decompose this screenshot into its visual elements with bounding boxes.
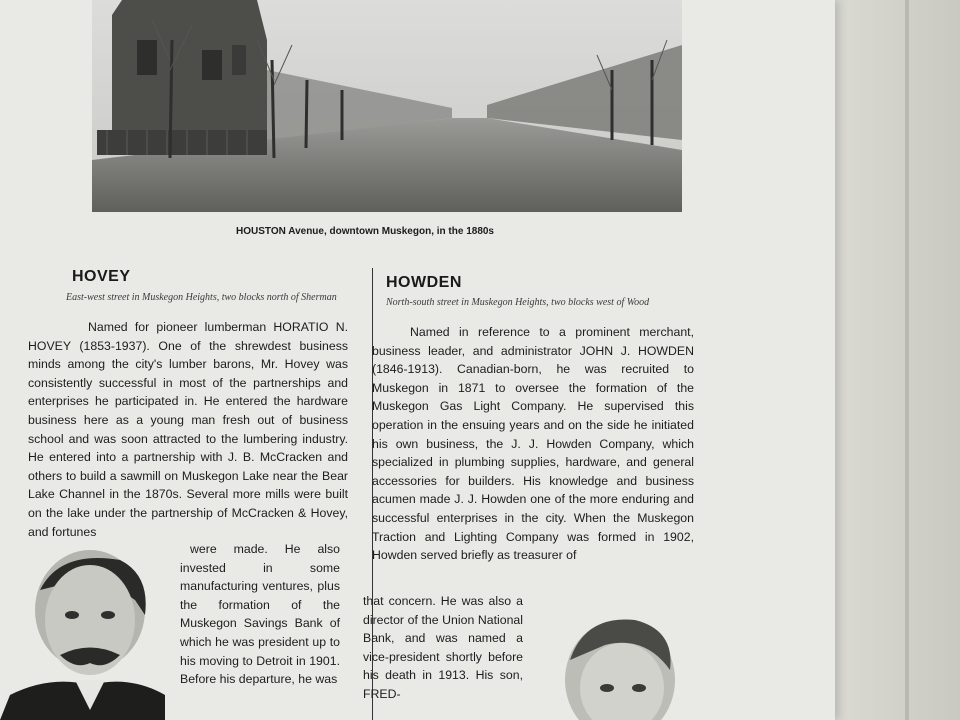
hovey-body-text-continued: were made. He also invested in some manufacturing ventures, plus the formation of the Muskegon Savings Bank of which he was president up to his moving to Detroit in 1901. Before his departure, he was (180, 542, 340, 687)
howden-body-text-continued: that concern. He was also a director of the Union National Bank, and was named a vice-president shortly before his death in 1913. His son, FRED- (363, 594, 523, 701)
hovey-subtitle: East-west street in Muskegon Heights, two blocks north of Sherman (66, 292, 337, 303)
howden-heading: HOWDEN (386, 274, 462, 291)
photo-caption: HOUSTON Avenue, downtown Muskegon, in the 1880s (236, 226, 494, 237)
houston-avenue-photo (92, 0, 682, 212)
hovey-heading: HOVEY (72, 268, 131, 285)
howden-subtitle: North-south street in Muskegon Heights, two blocks west of Wood (386, 297, 650, 308)
john-howden-portrait (545, 610, 685, 720)
hovey-body-text: Named for pioneer lumberman HORATIO N. HOVEY (1853-1937). One of the shrewdest business minds among the city's lumber barons, Mr. Hovey was consistently successful in most of the partnerships and enterprises he participated in. He entered the hardware business here as a young man fresh out of business school and was soon attracted to the lumbering industry. He entered into a partnership with J. B. McCracken and others to build a sawmill on Muskegon Lake near the Bear Lake Channel in the 1870s. Several more mills were built on the lake under the partnership of McCracken & Hovey, and fortunes (28, 320, 348, 539)
howden-body-text: Named in reference to a prominent merchant, business leader, and administrator JOHN J. HOWDEN (1846-1913). Canadian-born, he was recruited to Muskegon in 1871 to oversee the formation of the Muskegon Gas Light Company. He supervised this operation in the ensuing years and on the side he initiated his own business, the J. J. Howden Company, which specialized in plumbing supplies, hardware, and general accessories for builders. His knowledge and business acumen made J. J. Howden one of the more enduring and successful enterprises in the city. When the Muskegon Traction and Lighting Company was formed in 1902, Howden served briefly as treasurer of (372, 325, 694, 563)
horatio-hovey-portrait (0, 545, 165, 720)
street-scene-illustration (92, 0, 682, 212)
